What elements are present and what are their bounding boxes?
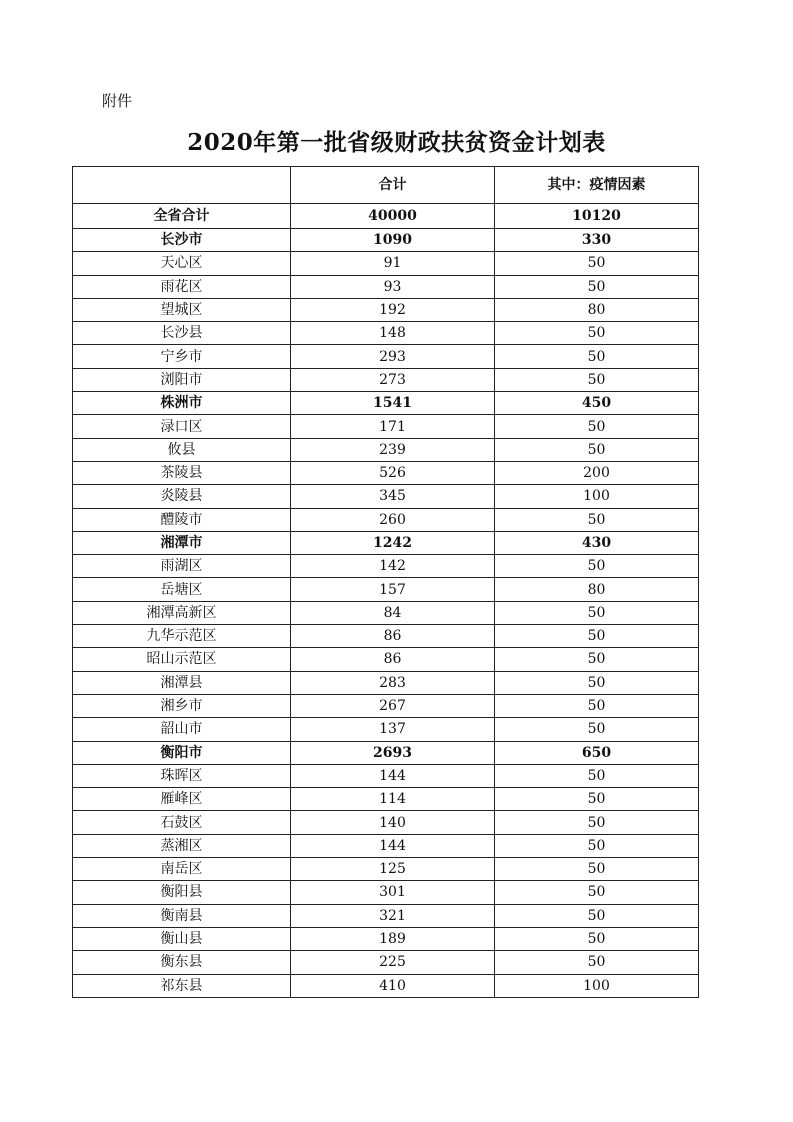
epidemic-cell: 200 <box>495 461 699 484</box>
total-cell: 91 <box>291 252 495 275</box>
table-row <box>73 485 699 508</box>
total-cell: 171 <box>291 415 495 438</box>
epidemic-cell: 50 <box>495 764 699 787</box>
epidemic-cell: 50 <box>495 648 699 671</box>
total-cell: 267 <box>291 694 495 717</box>
table-row <box>73 974 699 997</box>
epidemic-cell: 50 <box>495 508 699 531</box>
region-cell: 望城区 <box>73 298 291 321</box>
total-cell: 114 <box>291 788 495 811</box>
document-title: 2020年第一批省级财政扶贫资金计划表 <box>187 129 606 156</box>
table-row <box>73 858 699 881</box>
region-cell: 衡山县 <box>73 927 291 950</box>
table-row <box>73 834 699 857</box>
region-cell: 石鼓区 <box>73 811 291 834</box>
epidemic-cell: 50 <box>495 601 699 624</box>
region-cell: 天心区 <box>73 252 291 275</box>
table-row <box>73 368 699 391</box>
table-row <box>73 415 699 438</box>
table-row <box>73 671 699 694</box>
header-epidemic: 其中：疫情因素 <box>495 167 699 204</box>
region-cell: 衡阳市 <box>73 741 291 764</box>
table-row <box>73 531 699 554</box>
region-cell: 渌口区 <box>73 415 291 438</box>
table-row <box>73 438 699 461</box>
table-row <box>73 625 699 648</box>
epidemic-cell: 50 <box>495 788 699 811</box>
region-cell: 蒸湘区 <box>73 834 291 857</box>
total-cell: 1541 <box>291 392 495 415</box>
region-cell: 湘潭市 <box>73 531 291 554</box>
epidemic-cell: 50 <box>495 438 699 461</box>
region-cell: 茶陵县 <box>73 461 291 484</box>
region-cell: 珠晖区 <box>73 764 291 787</box>
total-cell: 301 <box>291 881 495 904</box>
epidemic-cell: 450 <box>495 392 699 415</box>
epidemic-cell: 50 <box>495 881 699 904</box>
epidemic-cell: 50 <box>495 415 699 438</box>
total-cell: 137 <box>291 718 495 741</box>
epidemic-cell: 50 <box>495 252 699 275</box>
total-cell: 293 <box>291 345 495 368</box>
table-row <box>73 578 699 601</box>
total-cell: 144 <box>291 834 495 857</box>
total-cell: 142 <box>291 555 495 578</box>
table-row <box>73 741 699 764</box>
region-cell: 雨湖区 <box>73 555 291 578</box>
table-row <box>73 275 699 298</box>
header-row <box>73 167 699 204</box>
fund-plan-table <box>72 166 699 998</box>
region-cell: 雨花区 <box>73 275 291 298</box>
epidemic-cell: 50 <box>495 275 699 298</box>
total-cell: 410 <box>291 974 495 997</box>
region-cell: 株洲市 <box>73 392 291 415</box>
table-row <box>73 648 699 671</box>
total-cell: 283 <box>291 671 495 694</box>
region-cell: 韶山市 <box>73 718 291 741</box>
region-cell: 衡东县 <box>73 951 291 974</box>
epidemic-cell: 50 <box>495 555 699 578</box>
table-row <box>73 694 699 717</box>
epidemic-cell: 330 <box>495 229 699 252</box>
region-cell: 全省合计 <box>73 204 291 229</box>
epidemic-cell: 10120 <box>495 204 699 229</box>
total-cell: 86 <box>291 625 495 648</box>
region-cell: 湘潭高新区 <box>73 601 291 624</box>
epidemic-cell: 50 <box>495 951 699 974</box>
region-cell: 湘乡市 <box>73 694 291 717</box>
epidemic-cell: 50 <box>495 811 699 834</box>
epidemic-cell: 650 <box>495 741 699 764</box>
table-row <box>73 508 699 531</box>
header-region <box>73 167 291 204</box>
region-cell: 醴陵市 <box>73 508 291 531</box>
region-cell: 岳塘区 <box>73 578 291 601</box>
epidemic-cell: 50 <box>495 322 699 345</box>
total-cell: 345 <box>291 485 495 508</box>
total-cell: 125 <box>291 858 495 881</box>
region-cell: 南岳区 <box>73 858 291 881</box>
epidemic-cell: 50 <box>495 858 699 881</box>
region-cell: 昭山示范区 <box>73 648 291 671</box>
header-total: 合计 <box>291 167 495 204</box>
table-row <box>73 252 699 275</box>
region-cell: 九华示范区 <box>73 625 291 648</box>
total-cell: 40000 <box>291 204 495 229</box>
total-cell: 1090 <box>291 229 495 252</box>
table-row <box>73 461 699 484</box>
region-cell: 攸县 <box>73 438 291 461</box>
epidemic-cell: 50 <box>495 345 699 368</box>
table-row <box>73 345 699 368</box>
total-cell: 140 <box>291 811 495 834</box>
total-cell: 192 <box>291 298 495 321</box>
total-cell: 93 <box>291 275 495 298</box>
epidemic-cell: 50 <box>495 625 699 648</box>
epidemic-cell: 50 <box>495 694 699 717</box>
table-body <box>73 204 699 998</box>
table-row <box>73 927 699 950</box>
table-row <box>73 764 699 787</box>
total-cell: 239 <box>291 438 495 461</box>
epidemic-cell: 50 <box>495 718 699 741</box>
total-cell: 86 <box>291 648 495 671</box>
table-row <box>73 555 699 578</box>
region-cell: 长沙市 <box>73 229 291 252</box>
epidemic-cell: 80 <box>495 578 699 601</box>
total-cell: 144 <box>291 764 495 787</box>
region-cell: 宁乡市 <box>73 345 291 368</box>
table-row <box>73 298 699 321</box>
attachment-label: 附件 <box>102 92 133 110</box>
region-cell: 衡阳县 <box>73 881 291 904</box>
total-cell: 84 <box>291 601 495 624</box>
epidemic-cell: 80 <box>495 298 699 321</box>
table-row <box>73 204 699 229</box>
region-cell: 雁峰区 <box>73 788 291 811</box>
region-cell: 祁东县 <box>73 974 291 997</box>
table-row <box>73 718 699 741</box>
table-header <box>73 167 699 204</box>
epidemic-cell: 100 <box>495 974 699 997</box>
epidemic-cell: 100 <box>495 485 699 508</box>
epidemic-cell: 430 <box>495 531 699 554</box>
total-cell: 273 <box>291 368 495 391</box>
epidemic-cell: 50 <box>495 834 699 857</box>
region-cell: 浏阳市 <box>73 368 291 391</box>
total-cell: 189 <box>291 927 495 950</box>
epidemic-cell: 50 <box>495 927 699 950</box>
total-cell: 260 <box>291 508 495 531</box>
table-row <box>73 601 699 624</box>
region-cell: 衡南县 <box>73 904 291 927</box>
total-cell: 157 <box>291 578 495 601</box>
table-row <box>73 951 699 974</box>
total-cell: 148 <box>291 322 495 345</box>
table-row <box>73 322 699 345</box>
epidemic-cell: 50 <box>495 904 699 927</box>
total-cell: 526 <box>291 461 495 484</box>
total-cell: 1242 <box>291 531 495 554</box>
table-row <box>73 881 699 904</box>
epidemic-cell: 50 <box>495 671 699 694</box>
total-cell: 225 <box>291 951 495 974</box>
table-row <box>73 904 699 927</box>
table-row <box>73 811 699 834</box>
epidemic-cell: 50 <box>495 368 699 391</box>
total-cell: 321 <box>291 904 495 927</box>
region-cell: 炎陵县 <box>73 485 291 508</box>
table-row <box>73 392 699 415</box>
total-cell: 2693 <box>291 741 495 764</box>
table-row <box>73 788 699 811</box>
table-row <box>73 229 699 252</box>
region-cell: 长沙县 <box>73 322 291 345</box>
region-cell: 湘潭县 <box>73 671 291 694</box>
